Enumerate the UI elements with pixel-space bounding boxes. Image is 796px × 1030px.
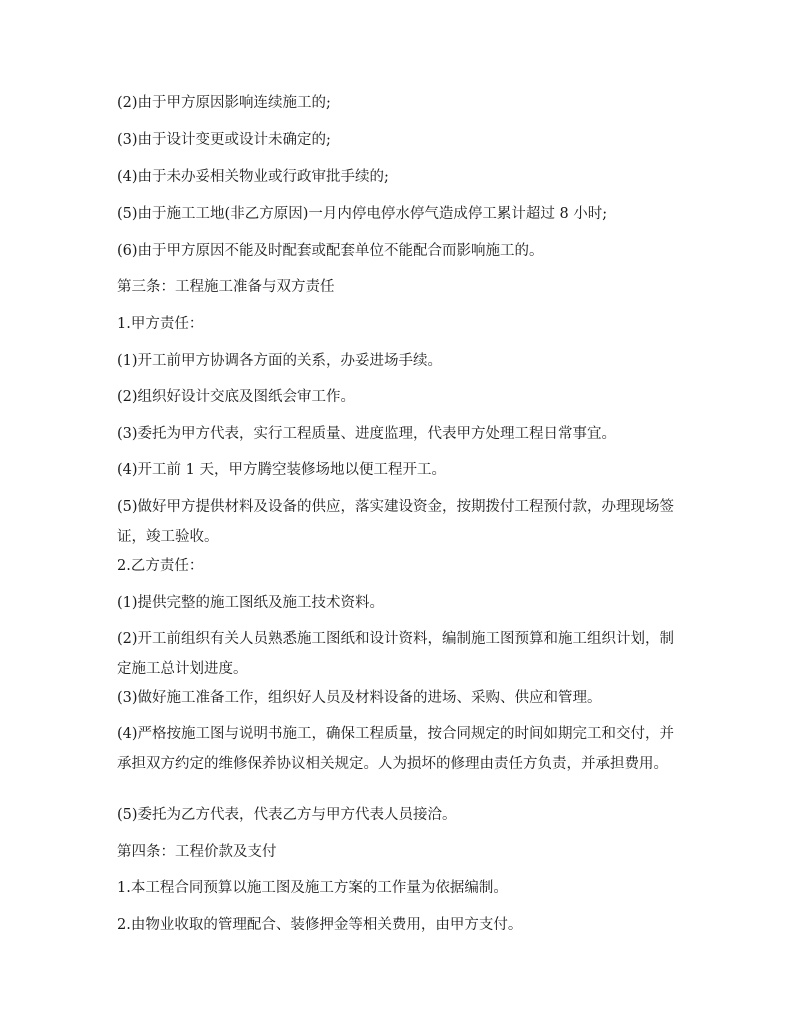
paragraph-item-5: (5)由于施工工地(非乙方原因)一月内停电停水停气造成停工累计超过 8 小时; bbox=[117, 206, 608, 222]
subsection-heading-party-b: 2.乙方责任： bbox=[117, 558, 204, 574]
subsection-heading-party-a: 1.甲方责任： bbox=[117, 316, 204, 332]
party-a-item-2: (2)组织好设计交底及图纸会审工作。 bbox=[117, 389, 356, 405]
party-a-item-3: (3)委托为甲方代表，实行工程质量、进度监理，代表甲方处理工程日常事宜。 bbox=[117, 426, 617, 442]
payment-item-1: 1.本工程合同预算以施工图及施工方案的工作量为依据编制。 bbox=[117, 880, 508, 896]
paragraph-item-4: (4)由于未办妥相关物业或行政审批手续的; bbox=[117, 169, 389, 185]
section-heading-article-3: 第三条：工程施工准备与双方责任 bbox=[117, 279, 335, 295]
party-a-item-4: (4)开工前 1 天，甲方腾空装修场地以便工程开工。 bbox=[117, 462, 446, 478]
party-a-item-5: (5)做好甲方提供材料及设备的供应，落实建设资金，按期拨付工程预付款，办理现场签证，竣工验收。 bbox=[117, 499, 675, 545]
paragraph-item-6: (6)由于甲方原因不能及时配套或配套单位不能配合而影响施工的。 bbox=[117, 243, 544, 259]
paragraph-item-3: (3)由于设计变更或设计未确定的; bbox=[117, 132, 331, 148]
party-b-item-5: (5)委托为乙方代表，代表乙方与甲方代表人员接洽。 bbox=[117, 807, 457, 823]
party-b-item-3: (3)做好施工准备工作，组织好人员及材料设备的进场、采购、供应和管理。 bbox=[117, 690, 602, 706]
paragraph-item-2: (2)由于甲方原因影响连续施工的; bbox=[117, 95, 331, 111]
party-a-item-1: (1)开工前甲方协调各方面的关系，办妥进场手续。 bbox=[117, 353, 443, 369]
section-heading-article-4: 第四条：工程价款及支付 bbox=[117, 844, 277, 860]
party-b-item-2: (2)开工前组织有关人员熟悉施工图纸和设计资料，编制施工图预算和施工组织计划，制定施工总计划进度。 bbox=[117, 631, 675, 677]
party-b-item-1: (1)提供完整的施工图纸及施工技术资料。 bbox=[117, 595, 385, 611]
party-b-item-4: (4)严格按施工图与说明书施工，确保工程质量，按合同规定的时间如期完工和交付，并承担双方约定的维修保养协议相关规定。人为损坏的修理由责任方负责，并承担费用。 bbox=[117, 726, 675, 772]
payment-item-2: 2.由物业收取的管理配合、装修押金等相关费用，由甲方支付。 bbox=[117, 917, 523, 933]
